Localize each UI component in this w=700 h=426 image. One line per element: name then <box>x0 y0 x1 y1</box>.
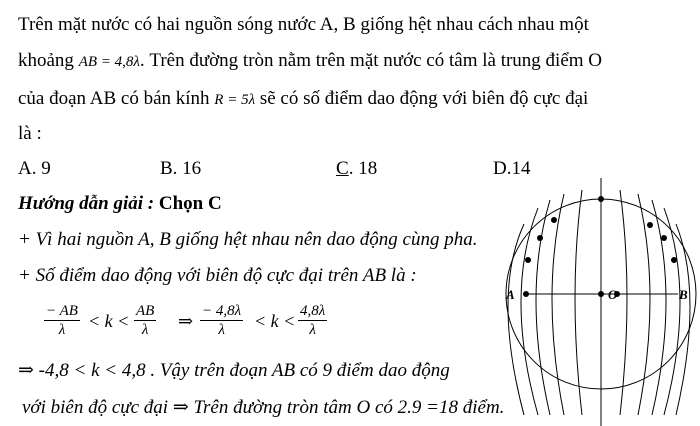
solution-heading: Hướng dẫn giải : <box>18 193 155 214</box>
option-c-letter: C <box>336 158 349 179</box>
fraction-numerator: 4,8λ <box>300 303 326 319</box>
source-a-point <box>523 291 529 297</box>
maximum-point <box>525 257 531 263</box>
maximum-point <box>551 217 557 223</box>
fraction-numerator: AB <box>136 303 155 319</box>
maximum-point <box>661 235 667 241</box>
hyperbola-left-2 <box>552 194 564 415</box>
maximum-point <box>671 257 677 263</box>
inequality: < k < <box>254 311 296 331</box>
option-a: A. 9 <box>18 158 51 179</box>
inequality: < k < <box>88 311 130 331</box>
hyperbola-right-5 <box>676 224 690 415</box>
solution-heading-line <box>18 193 222 215</box>
option-b: B. 16 <box>160 158 202 179</box>
label-o: O <box>608 287 618 302</box>
problem-line-3 <box>18 88 588 110</box>
fraction-ab <box>134 302 156 339</box>
distance-formula: AB = 4,8λ <box>78 54 140 70</box>
option-d: D.14 <box>493 158 531 179</box>
fraction-denominator: λ <box>309 322 316 338</box>
problem-line-4: là : <box>18 123 42 144</box>
solution-step-5: với biên độ cực đại ⇒ Trên đường tròn tâm O có 2.9 =18 điểm. <box>22 397 505 418</box>
hyperbola-left-1 <box>575 190 582 415</box>
fraction-numerator: − 4,8λ <box>202 303 242 319</box>
hyperbola-right-3 <box>652 200 666 415</box>
fraction-denominator: λ <box>141 322 149 338</box>
fraction-minus-ab <box>44 302 80 339</box>
solution-step-2: + Số điểm dao động với biên độ cực đại trên AB là : <box>18 265 417 286</box>
option-c-value: . 18 <box>348 158 378 179</box>
interference-diagram <box>500 170 700 426</box>
solution-step-4: ⇒ -4,8 < k < 4,8 . Vậy trên đoạn AB có 9 điểm dao động <box>18 360 450 381</box>
fraction-minus-4-8 <box>200 302 243 339</box>
fraction-denominator: λ <box>58 322 66 338</box>
label-b: B <box>679 287 688 302</box>
maximum-point <box>647 222 653 228</box>
hyperbola-left-3 <box>536 200 550 415</box>
problem-text: . Trên đường tròn nằm trên mặt nước có tâm là trung điểm O <box>139 50 603 71</box>
fraction-4-8 <box>298 302 327 339</box>
problem-line-1: Trên mặt nước có hai nguồn sóng nước A, B giống hệt nhau cách nhau một <box>18 14 589 35</box>
fraction-denominator: λ <box>218 322 225 338</box>
problem-line-2 <box>18 50 602 72</box>
maximum-point <box>537 235 543 241</box>
option-c <box>336 158 377 180</box>
center-o-point <box>598 291 604 297</box>
label-a: A <box>506 287 515 302</box>
radius-formula: R = 5λ <box>214 92 256 108</box>
problem-text: của đoạn AB có bán kính <box>18 88 215 109</box>
solution-step-1: + Vì hai nguồn A, B giống hệt nhau nên dao động cùng pha. <box>18 229 478 250</box>
maximum-point <box>598 196 604 202</box>
hyperbola-right-1 <box>620 190 627 415</box>
implies-arrow: ⇒ <box>178 311 194 331</box>
problem-text: sẽ có số điểm dao động với biên độ cực đại <box>255 88 589 109</box>
problem-text: khoảng <box>18 50 79 71</box>
fraction-numerator: − AB <box>46 303 78 319</box>
solution-choice: Chọn C <box>154 193 222 214</box>
